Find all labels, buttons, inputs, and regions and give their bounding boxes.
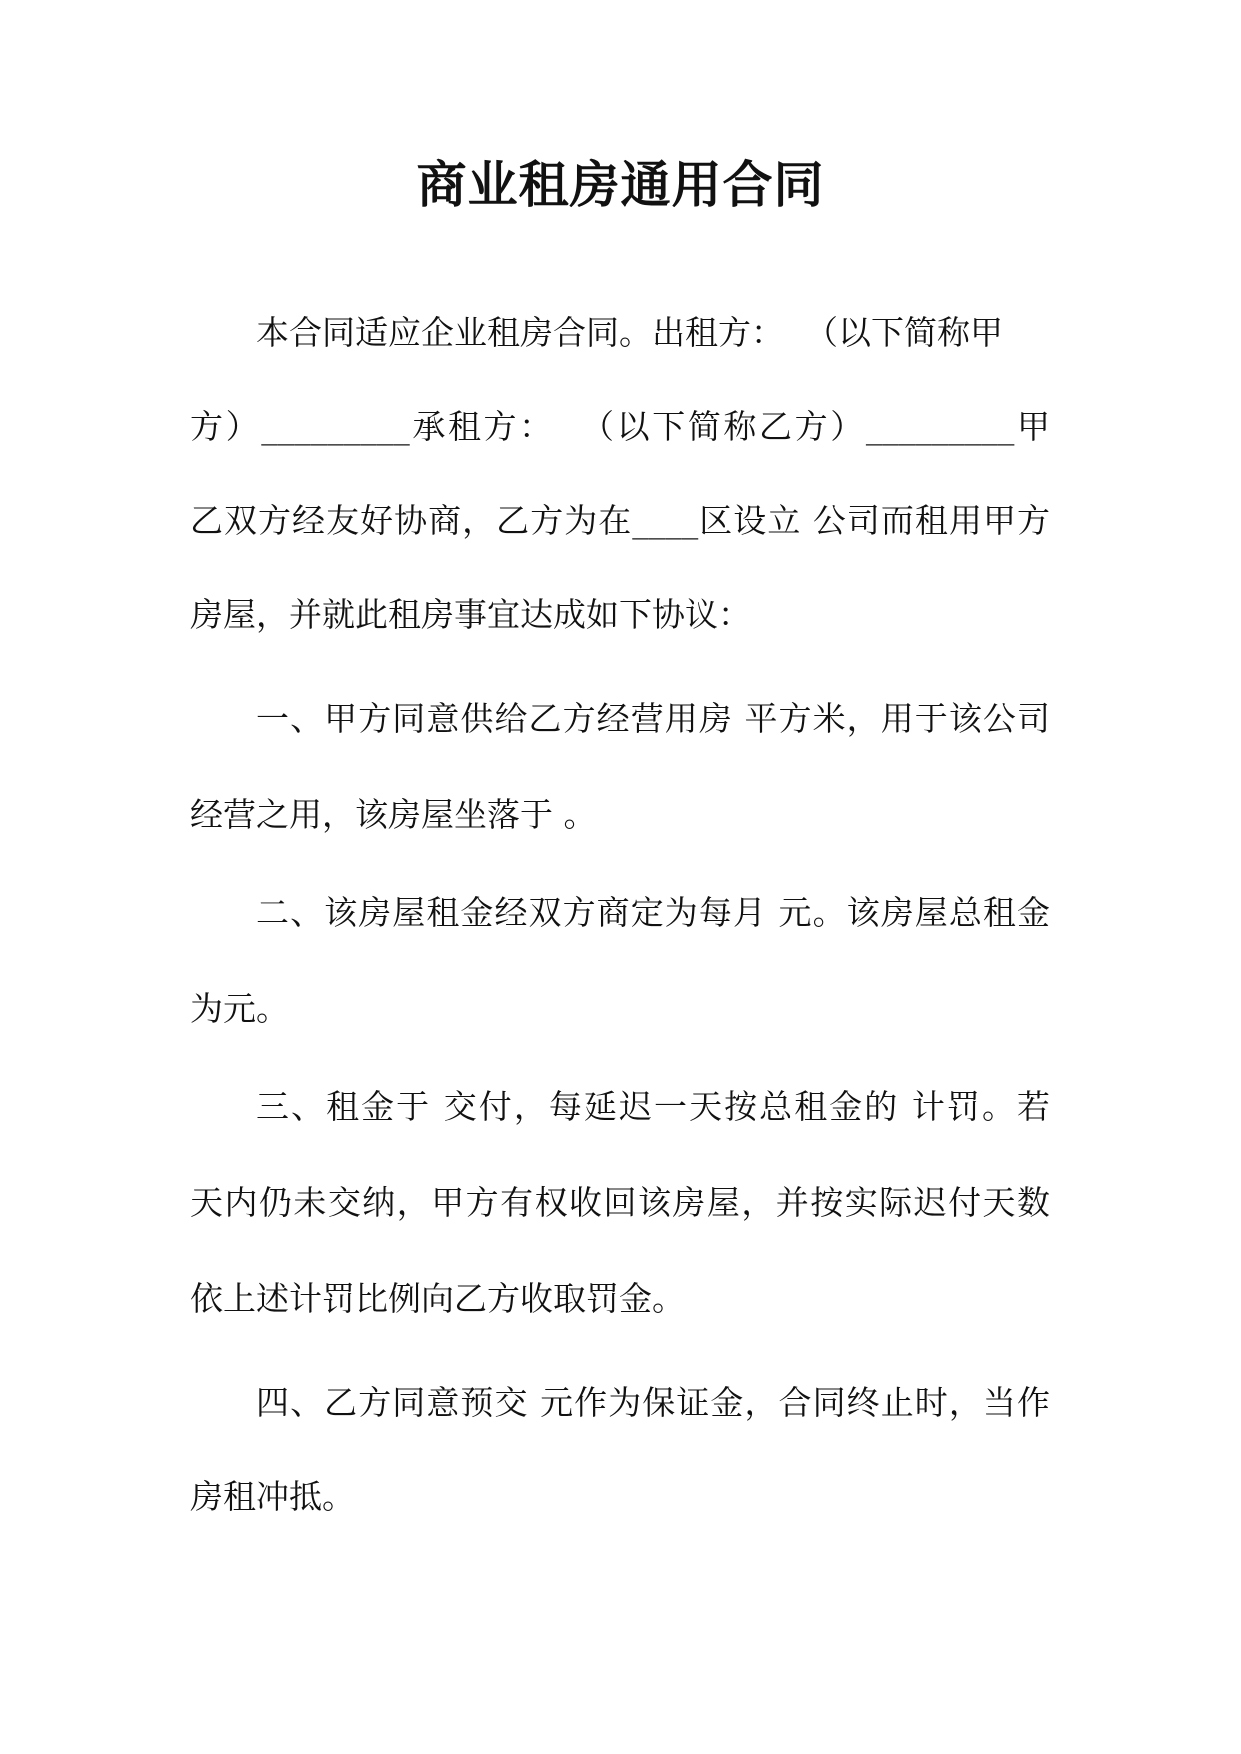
- clause-2-line-1: 二、该房屋租金经双方商定为每月 元。该房屋总租金: [256, 893, 1050, 932]
- clause-3-line-1: 三、租金于 交付，每延迟一天按总租金的 计罚。若: [256, 1087, 1050, 1126]
- clause-1-line-2: 经营之用，该房屋坐落于 。: [190, 795, 597, 834]
- clause-3-line-2: 天内仍未交纳，甲方有权收回该房屋，并按实际迟付天数: [190, 1183, 1050, 1222]
- clause-3-line-3: 依上述计罚比例向乙方收取罚金。: [190, 1279, 685, 1318]
- paragraph-line-3: 乙双方经友好协商，乙方为在____区设立 公司而租用甲方: [190, 501, 1050, 540]
- document-title: 商业租房通用合同: [416, 156, 825, 214]
- paragraph-line-2: 方）_________承租方： （以下简称乙方）_________甲: [190, 407, 1050, 446]
- paragraph-line-1: 本合同适应企业租房合同。出租方： （以下简称甲: [256, 313, 1003, 352]
- clause-4-line-2: 房租冲抵。: [190, 1477, 355, 1516]
- paragraph-line-4: 房屋，并就此租房事宜达成如下协议：: [190, 595, 751, 634]
- clause-2-line-2: 为元。: [190, 989, 289, 1028]
- clause-4-line-1: 四、乙方同意预交 元作为保证金，合同终止时，当作: [256, 1383, 1050, 1422]
- clause-1-line-1: 一、甲方同意供给乙方经营用房 平方米，用于该公司: [256, 699, 1050, 738]
